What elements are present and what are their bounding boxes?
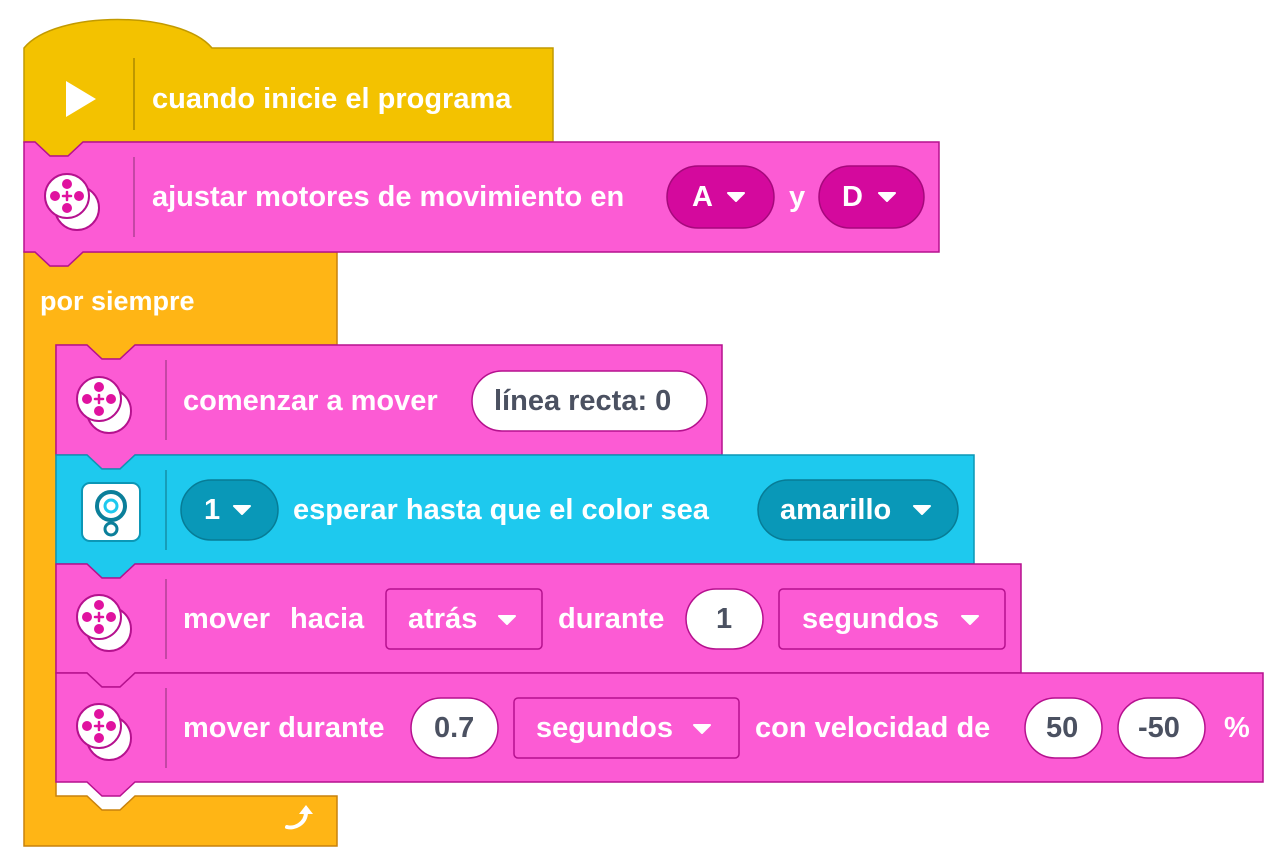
- unit-value: segundos: [536, 712, 673, 744]
- direction-value: línea recta: 0: [494, 385, 672, 417]
- connector-label: y: [789, 181, 806, 213]
- unit-value: segundos: [802, 603, 939, 635]
- during-label: durante: [558, 603, 665, 635]
- sensor-port-dropdown[interactable]: [181, 480, 278, 540]
- start-block-label: cuando inicie el programa: [152, 83, 512, 115]
- divider: [133, 58, 135, 130]
- forever-label: por siempre: [40, 286, 195, 316]
- color-value: amarillo: [780, 494, 892, 526]
- sensor-port-value: 1: [204, 494, 221, 526]
- wait-color-label: esperar hasta que el color sea: [293, 494, 709, 526]
- port-d-dropdown[interactable]: [819, 166, 924, 228]
- move-duration-label: mover durante: [183, 712, 385, 744]
- color-sensor-icon: [82, 483, 140, 541]
- port-d-value: D: [842, 181, 863, 213]
- start-move-label: comenzar a mover: [183, 385, 438, 417]
- port-a-dropdown[interactable]: [667, 166, 774, 228]
- divider: [165, 688, 167, 768]
- divider: [165, 360, 167, 440]
- divider: [133, 157, 135, 237]
- percent-label: %: [1224, 712, 1250, 744]
- divider: [165, 470, 167, 550]
- speed-left-value: 50: [1046, 712, 1079, 744]
- divider: [165, 579, 167, 659]
- speed-right-value: -50: [1138, 712, 1180, 744]
- duration-value: 0.7: [434, 712, 475, 744]
- port-a-value: A: [692, 181, 713, 213]
- set-motors-label: ajustar motores de movimiento en: [152, 181, 625, 213]
- duration-value: 1: [716, 603, 733, 635]
- toward-label: hacia: [290, 603, 365, 635]
- speed-label: con velocidad de: [755, 712, 991, 744]
- move-label: mover: [183, 603, 271, 635]
- direction-value: atrás: [408, 603, 478, 635]
